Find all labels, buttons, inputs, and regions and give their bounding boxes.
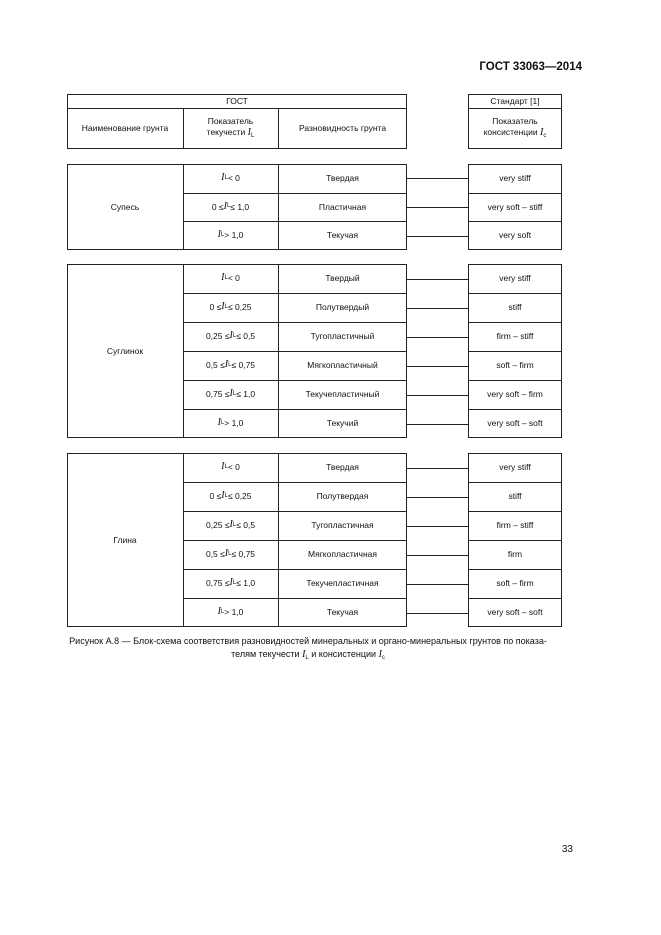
soil-type: Тугопластичный [310,331,375,342]
caption-symbol-liquidity: I [302,649,306,660]
connector-line [407,178,468,179]
caption-line2 [18,648,598,665]
liquidity-condition: I L > 1,0 [217,606,244,618]
connector-line [407,366,468,367]
connector-line [407,424,468,425]
soil-type: Полутвердый [315,302,370,313]
soil-type: Текучая [326,230,359,241]
liquidity-condition: 0 ≤ I L ≤ 0,25 [209,301,252,313]
connector-line [407,207,468,208]
liquidity-symbol: I [221,461,225,473]
consistency-value: very soft – soft [487,607,543,618]
liquidity-symbol-sub: L [232,579,237,586]
header-consistency-line2 [484,127,547,141]
connector-line [407,337,468,338]
liquidity-symbol-sub: L [224,303,228,310]
liquidity-condition: I L < 0 [221,272,240,284]
header-liquidity-index [183,108,278,149]
liquidity-symbol-sub: L [232,521,237,528]
liquidity-condition: 0,25 ≤ I L ≤ 0,5 [205,519,256,531]
liquidity-symbol-sub: L [224,463,228,470]
liquidity-condition: 0,75 ≤ I L ≤ 1,0 [205,388,256,400]
liquidity-condition: 0,25 ≤ I L ≤ 0,5 [205,330,256,342]
consistency-value: very stiff [499,173,531,184]
liquidity-condition: I L > 1,0 [217,229,244,241]
connector-line [407,584,468,585]
consistency-value: very soft – stiff [487,201,543,212]
liquidity-condition: 0 ≤ I L ≤ 1,0 [211,200,250,212]
header-liquidity-line1: Показатель [207,116,254,127]
caption-symbol-liquidity-sub: L [305,655,309,661]
soil-type: Твердая [326,173,359,184]
header-consistency-word: консистенции [483,127,538,138]
liquidity-symbol-sub: L [232,332,237,339]
soil-type: Текучая [326,607,359,618]
gost-label: ГОСТ [226,95,248,106]
caption-line1: Рисунок А.8 — Блок-схема соответствия разновидностей минеральных и органо-минеральных грунтов по показа- [69,636,547,646]
consistency-value: very soft – soft [487,418,543,429]
liquidity-symbol: I [224,548,229,560]
connector-line [407,279,468,280]
soil-type: Полутвердая [316,491,369,502]
liquidity-symbol: I [217,606,221,618]
consistency-value: stiff [508,491,522,502]
soil-name: Глина [113,534,137,545]
liquidity-symbol: I [247,127,251,139]
liquidity-symbol-sub: L [224,174,228,181]
consistency-value: firm – stiff [496,520,534,531]
consistency-value: soft – firm [496,578,534,589]
liquidity-condition: I L < 0 [221,172,240,184]
liquidity-symbol-sub: L [232,390,237,397]
header-consistency-line1: Показатель [492,116,538,127]
soil-name: Супесь [110,201,140,212]
connector-line [407,395,468,396]
liquidity-symbol: I [217,229,221,241]
connector-line [407,236,468,237]
liquidity-condition: 0,5 ≤ I L ≤ 0,75 [205,548,256,560]
liquidity-condition: 0,75 ≤ I L ≤ 1,0 [205,577,256,589]
consistency-value: soft – firm [496,360,534,371]
consistency-value: very stiff [499,273,531,284]
soil-type: Текучий [326,418,359,429]
liquidity-condition: 0,5 ≤ I L ≤ 0,75 [205,359,256,371]
header-soil-type: Разновидность грунта [298,123,387,134]
header-liquidity-word: текучести [206,127,246,138]
liquidity-symbol: I [224,359,229,371]
liquidity-symbol: I [217,417,221,429]
liquidity-symbol-sub: L [224,274,228,281]
consistency-value: very stiff [499,462,531,473]
page-number: 33 [561,844,573,855]
caption-line2-mid: и консистенции [311,649,377,659]
soil-type: Мягкопластичная [308,549,377,560]
consistency-value: very soft – firm [487,389,543,400]
liquidity-condition: 0 ≤ I L ≤ 0,25 [209,490,252,502]
liquidity-symbol: I [229,330,233,342]
liquidity-symbol-sub: L [220,608,225,615]
standard-label: Стандарт [1] [490,95,540,106]
liquidity-symbol: I [221,172,225,184]
consistency-symbol-sub: c [543,133,547,140]
connector-line [407,308,468,309]
liquidity-symbol: I [221,301,225,313]
header-soil-name: Наименование грунта [81,123,169,134]
liquidity-symbol-sub: L [224,492,228,499]
header-liquidity-line2 [207,127,255,141]
connector-line [407,555,468,556]
liquidity-symbol-sub: L [220,419,225,426]
figure-caption [18,635,598,665]
consistency-value: firm – stiff [496,331,534,342]
caption-symbol-consistency: I [378,649,382,660]
caption-symbol-consistency-sub: c [381,655,385,661]
document-code: ГОСТ 33063—2014 [479,61,582,73]
liquidity-symbol-sub: L [226,203,231,210]
liquidity-symbol: I [229,577,233,589]
liquidity-symbol: I [221,272,225,284]
liquidity-symbol-sub: L [228,550,232,557]
liquidity-condition: I L > 1,0 [217,417,244,429]
soil-type: Твердая [326,462,359,473]
consistency-value: very soft [498,230,532,241]
liquidity-symbol: I [229,519,233,531]
liquidity-symbol-sub: L [251,133,255,140]
caption-line2-prefix: телям текучести [231,649,300,659]
liquidity-symbol: I [229,388,233,400]
liquidity-symbol: I [221,490,225,502]
soil-type: Текучепластичная [306,578,379,589]
consistency-value: stiff [508,302,522,313]
liquidity-condition: I L < 0 [221,461,240,473]
liquidity-symbol: I [223,200,227,212]
consistency-symbol: I [540,127,544,139]
soil-type: Тугопластичная [311,520,374,531]
liquidity-symbol-sub: L [220,231,225,238]
soil-name: Суглинок [106,345,144,356]
consistency-value: firm [507,549,523,560]
connector-line [407,613,468,614]
soil-type: Пластичная [318,201,367,212]
liquidity-symbol-sub: L [228,361,232,368]
connector-line [407,468,468,469]
soil-type: Мягкопластичный [307,360,378,371]
connector-line [407,497,468,498]
soil-type: Твердый [325,273,360,284]
connector-line [407,526,468,527]
header-consistency-index [468,108,562,149]
soil-type: Текучепластичный [305,389,380,400]
